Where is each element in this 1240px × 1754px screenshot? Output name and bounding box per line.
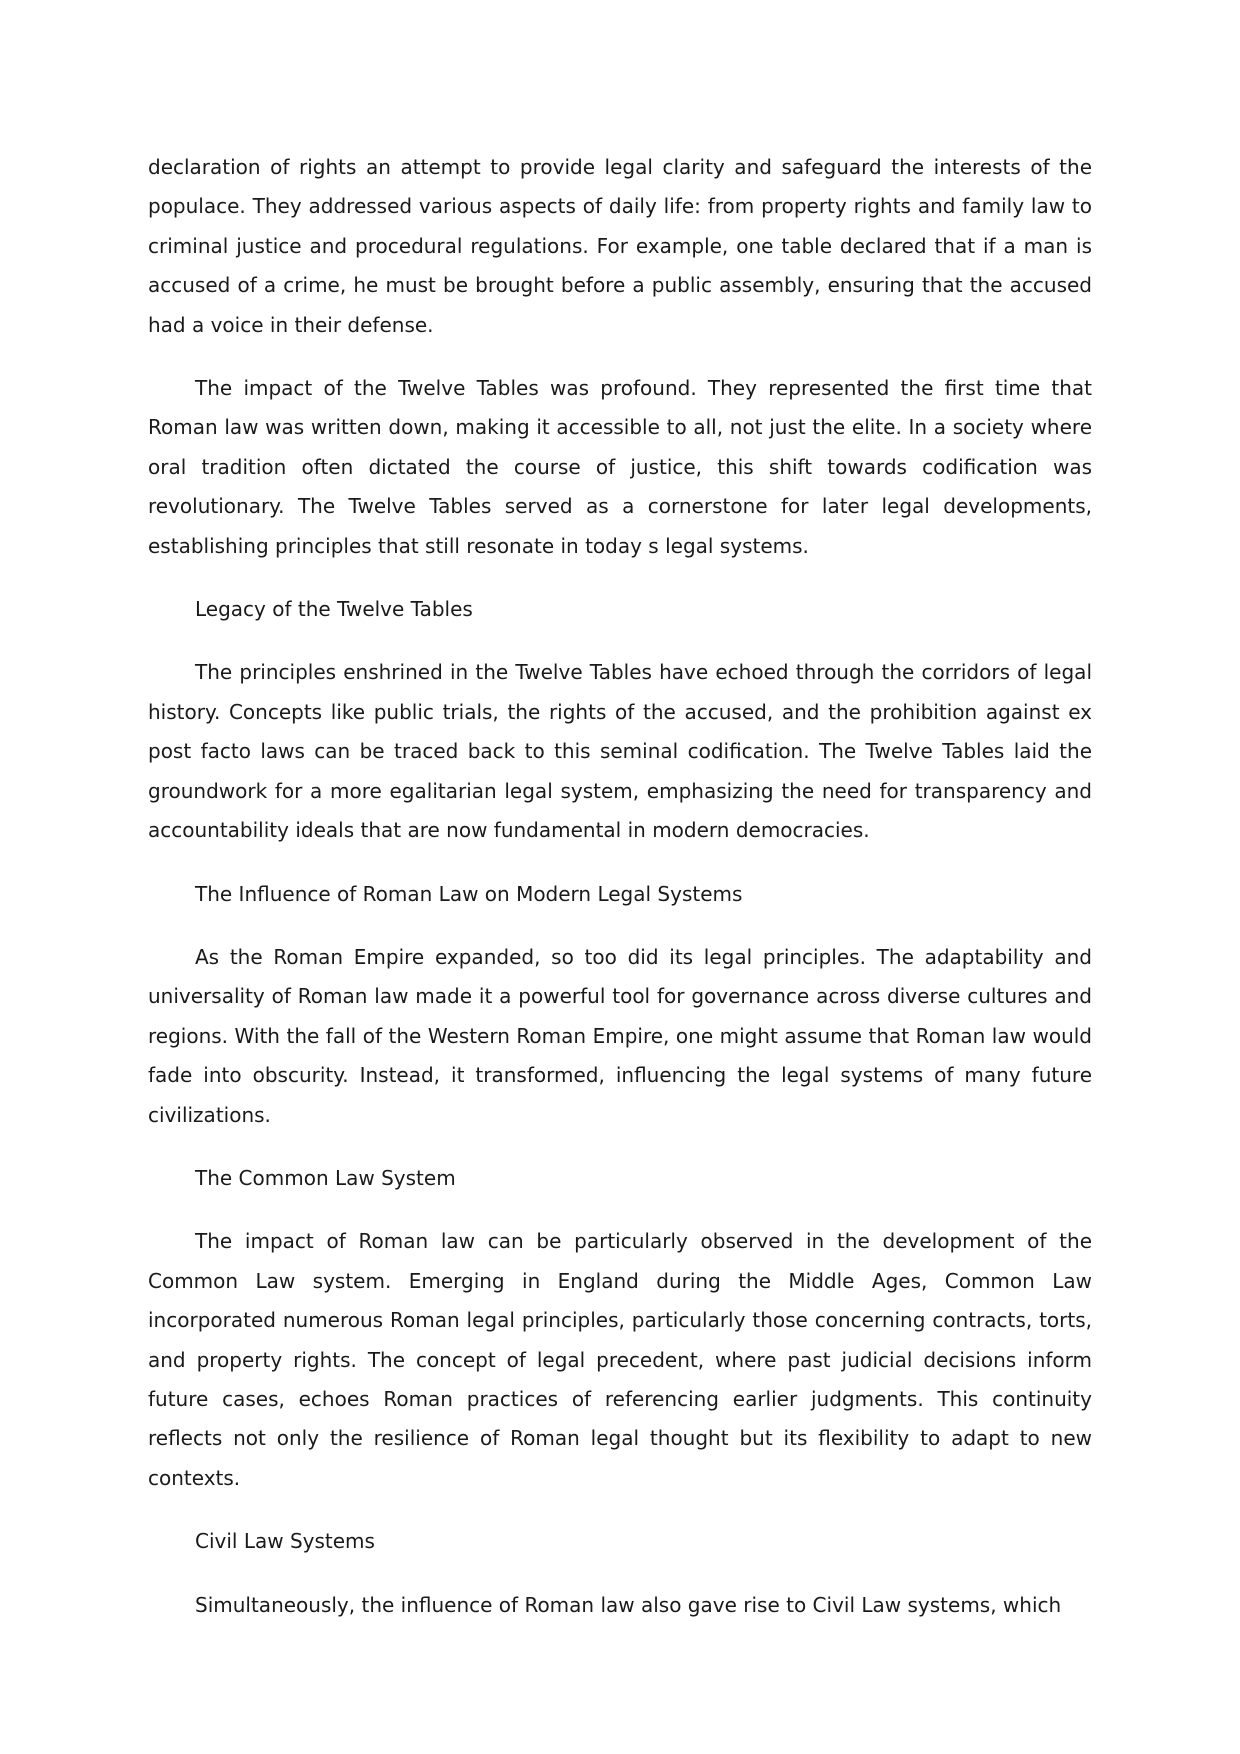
document-page — [148, 148, 1092, 1625]
section-heading-civil-law: Civil Law Systems — [195, 1529, 375, 1554]
paragraph-common-law: The impact of Roman law can be particularly observed in the development of the Common Law system. Emerging in England during the Middle Ages, Common Law incorporated numerous Roman legal principles, particularly those concerning contracts, torts, and property rights. The concept of legal precedent, where past judicial decisions inform future cases, echoes Roman practices of referencing earlier judgments. This continuity reflects not only the resilience of Roman legal thought but its flexibility to adapt to new contexts. — [148, 1229, 1092, 1490]
section-heading-legacy: Legacy of the Twelve Tables — [195, 597, 473, 622]
paragraph-rights-declaration: declaration of rights an attempt to provide legal clarity and safeguard the interests of the populace. They addressed various aspects of daily life: from property rights and family law to criminal justice and procedural regulations. For example, one table declared that if a man is accused of a crime, he must be brought before a public assembly, ensuring that the accused had a voice in their defense. — [148, 155, 1092, 337]
section-heading-common-law: The Common Law System — [195, 1165, 456, 1190]
paragraph-influence: As the Roman Empire expanded, so too did its legal principles. The adaptability and universality of Roman law made it a powerful tool for governance across diverse cultures and regions. With the fall of the Western Roman Empire, one might assume that Roman law would fade into obscurity. Instead, it transformed, influencing the legal systems of many future civilizations. — [148, 944, 1092, 1127]
paragraph-civil-law: Simultaneously, the influence of Roman law also gave rise to Civil Law systems, which — [195, 1592, 1062, 1617]
section-heading-influence: The Influence of Roman Law on Modern Legal Systems — [195, 881, 743, 906]
paragraph-impact-twelve-tables: The impact of the Twelve Tables was profound. They represented the first time that Roman law was written down, making it accessible to all, not just the elite. In a society where oral tradition often dictated the course of justice, this shift towards codification was revolutionary. The Twelve Tables served as a cornerstone for later legal developments, establishing principles that still resonate in today s legal systems. — [148, 376, 1092, 558]
paragraph-legacy: The principles enshrined in the Twelve Tables have echoed through the corridors of legal history. Concepts like public trials, the rights of the accused, and the prohibition against ex post facto laws can be traced back to this seminal codification. The Twelve Tables laid the groundwork for a more egalitarian legal system, emphasizing the need for transparency and accountability ideals that are now fundamental in modern democracies. — [148, 660, 1092, 843]
